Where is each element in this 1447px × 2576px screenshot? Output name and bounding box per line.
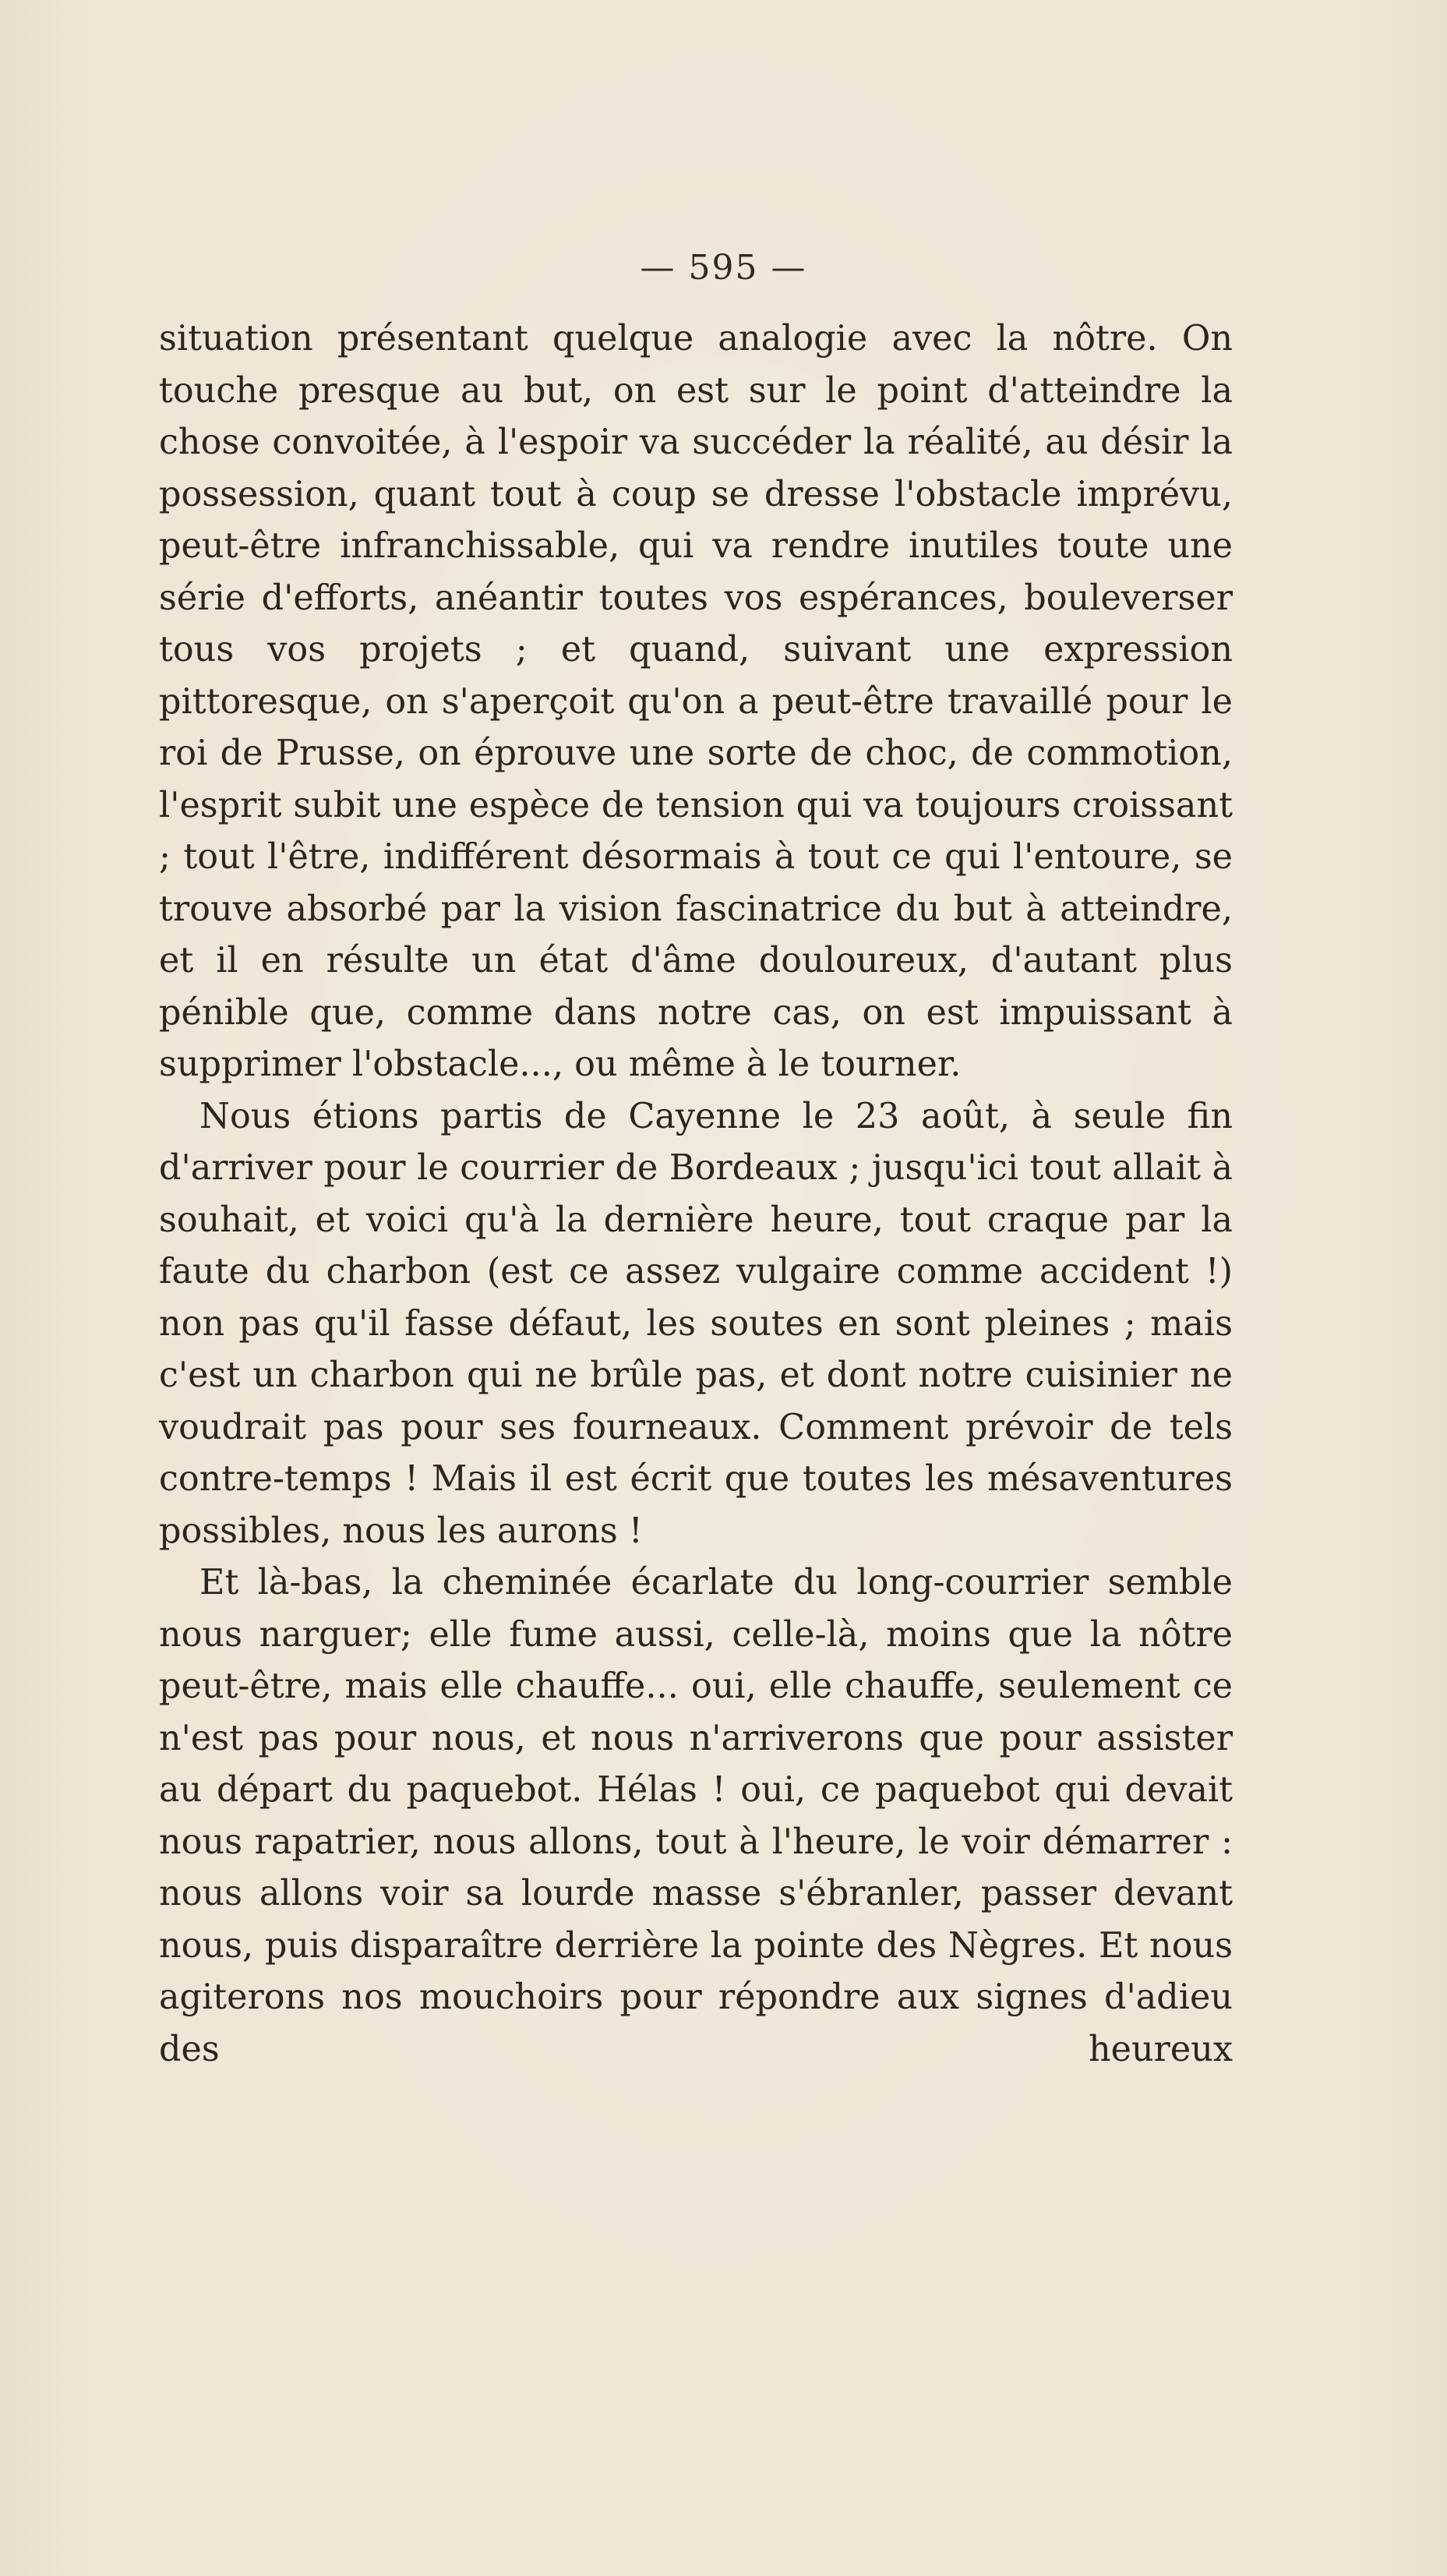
paragraph-1: situation présentant quelque analogie avec la nôtre. On touche presque au but, on est sur le point d'atteindre la chose convoitée, à l'espoir va succéder la réalité, au désir la possession, quant tout à coup se dresse l'obstacle imprévu, peut-être infranchissable, qui va rendre inutiles toute une série d'efforts, anéantir toutes vos espérances, bouleverser tous vos projets ; et quand, suivant une expression pittoresque, on s'aperçoit qu'on a peut-être travaillé pour le roi de Prusse, on éprouve une sorte de choc, de commotion, l'esprit subit une espèce de tension qui va toujours croissant ; tout l'être, indifférent désormais à tout ce qui l'entoure, se trouve absorbé par la vision fascinatrice du but à atteindre, et il en résulte un état d'âme douloureux, d'autant plus pénible que, comme dans notre cas, on est impuissant à supprimer l'obstacle..., ou même à le tourner. <box>159 319 1233 1084</box>
paragraph-3: Et là-bas, la cheminée écarlate du long-courrier semble nous narguer; elle fume aussi, celle-là, moins que la nôtre peut-être, mais elle chauffe... oui, elle chauffe, seulement ce n'est pas pour nous, et nous n'arriverons que pour assister au départ du paquebot. Hélas ! oui, ce paquebot qui devait nous rapatrier, nous allons, tout à l'heure, le voir démarrer : nous allons voir sa lourde masse s'ébranler, passer devant nous, puis disparaître derrière la pointe des Nègres. Et nous agiterons nos mouchoirs pour répondre aux signes d'adieu des heureux <box>159 1563 1233 2069</box>
body-text <box>159 313 1233 2076</box>
paragraph-2: Nous étions partis de Cayenne le 23 août, à seule fin d'arriver pour le courrier de Bordeaux ; jusqu'ici tout allait à souhait, et voici qu'à la dernière heure, tout craque par la faute du charbon (est ce assez vulgaire comme accident !) non pas qu'il fasse défaut, les soutes en sont pleines ; mais c'est un charbon qui ne brûle pas, et dont notre cuisinier ne voudrait pas pour ses fourneaux. Comment prévoir de tels contre-temps ! Mais il est écrit que toutes les mésaventures possibles, nous les aurons ! <box>159 1096 1233 1551</box>
page-number: — 595 — <box>640 248 807 288</box>
